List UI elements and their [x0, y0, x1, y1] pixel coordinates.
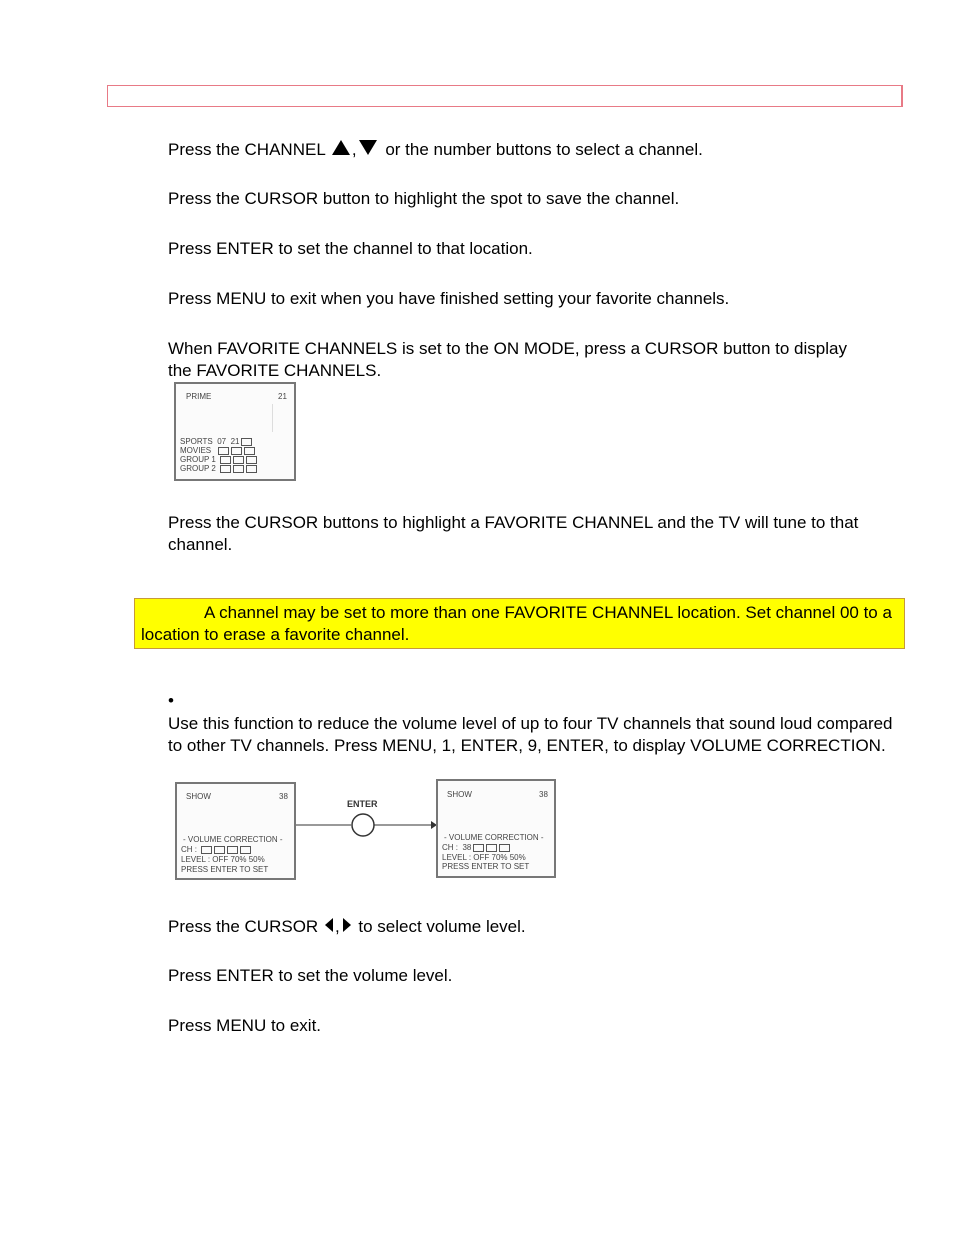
- step-select-volume: [168, 916, 526, 938]
- step-menu-exit-volume: Press MENU to exit.: [168, 1016, 322, 1035]
- screen-faded-area: [180, 404, 273, 432]
- enter-button-icon: [352, 814, 374, 836]
- row-movies: MOVIES: [180, 446, 255, 455]
- row-group-1: GROUP 1: [180, 455, 257, 464]
- volume-intro: Use this function to reduce the volume level of up to four TV channels that sound loud compared to other TV channels. Press MENU, 1, ENTER, 9, ENTER, to display VOLUME CORRECTION.: [168, 714, 893, 755]
- step-text: Press the CURSOR: [168, 917, 323, 936]
- triangle-left-icon: [325, 918, 333, 932]
- screen-title: SHOW: [447, 790, 472, 799]
- step-text: or the number buttons to select a channel.: [380, 140, 703, 159]
- step-separator: ,: [351, 140, 357, 159]
- step-enter-volume: Press ENTER to set the volume level.: [168, 966, 453, 985]
- row-sports: SPORTS 07 21: [180, 437, 252, 446]
- screen-heading: - VOLUME CORRECTION -: [444, 833, 544, 842]
- triangle-up-icon: [332, 140, 350, 155]
- screen-ch-row: CH :: [181, 845, 251, 854]
- favorite-channels-screen: [174, 382, 296, 481]
- step-tune-favorite: Press the CURSOR buttons to highlight a FAVORITE CHANNEL and the TV will tune to that channel.: [168, 513, 859, 554]
- slot-box: [241, 438, 252, 446]
- screen-level: LEVEL : OFF 70% 50%: [442, 853, 526, 862]
- enter-label: ENTER: [347, 799, 378, 809]
- screen-channel: 21: [278, 392, 287, 401]
- volume-correction-screen-left: [175, 782, 296, 880]
- step-cursor-highlight: Press the CURSOR button to highlight the spot to save the channel.: [168, 189, 680, 208]
- row-group-2: GROUP 2: [180, 464, 257, 473]
- bullet: •: [168, 691, 174, 710]
- screen-footer: PRESS ENTER TO SET: [442, 862, 530, 871]
- step-display-favorites: When FAVORITE CHANNELS is set to the ON MODE, press a CURSOR button to display the FAVORITE CHANNELS.: [168, 339, 847, 380]
- section-header-bar: [107, 85, 903, 107]
- screen-title: PRIME: [186, 392, 212, 401]
- step-text: to select volume level.: [353, 917, 526, 936]
- screen-footer: PRESS ENTER TO SET: [181, 865, 269, 874]
- step-text: Press the CHANNEL: [168, 140, 330, 159]
- screen-level: LEVEL : OFF 70% 50%: [181, 855, 265, 864]
- step-enter-set: Press ENTER to set the channel to that location.: [168, 239, 533, 258]
- note-box: [134, 598, 905, 649]
- screen-heading: - VOLUME CORRECTION -: [183, 835, 283, 844]
- screen-title: SHOW: [186, 792, 211, 801]
- volume-correction-screen-right: [436, 779, 556, 878]
- step-menu-exit: Press MENU to exit when you have finished setting your favorite channels.: [168, 289, 730, 308]
- triangle-down-icon: [359, 140, 377, 155]
- note-text: A channel may be set to more than one FAVORITE CHANNEL location. Set channel 00 to a location to erase a favorite channel.: [141, 603, 892, 644]
- triangle-right-icon: [343, 918, 351, 932]
- screen-ch-row: CH : 38: [442, 843, 510, 852]
- screen-channel: 38: [539, 790, 548, 799]
- step-separator: ,: [334, 917, 340, 936]
- screen-channel: 38: [279, 792, 288, 801]
- step-select-channel: [168, 139, 703, 161]
